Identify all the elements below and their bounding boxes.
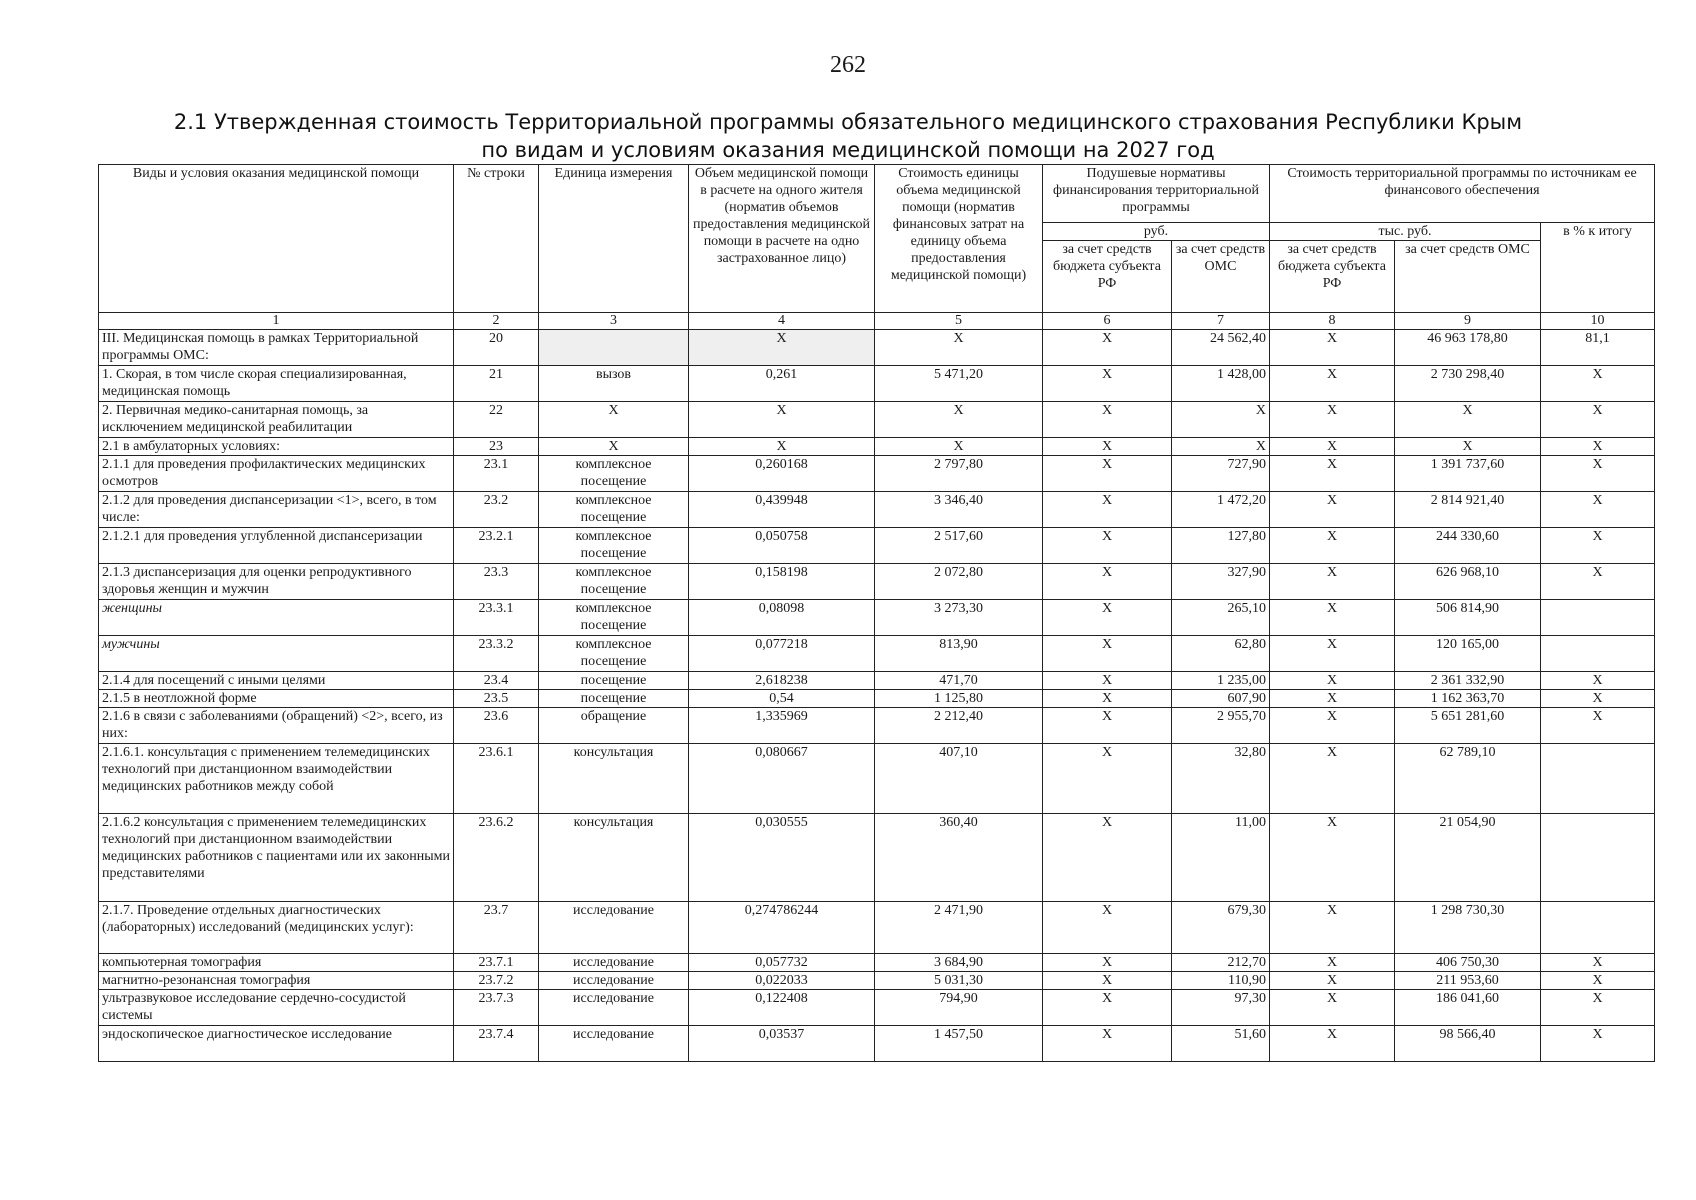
row-unit-cost: 813,90 [875, 636, 1043, 672]
header-budget-cost: за счет средств бюджета субъекта РФ [1270, 241, 1395, 313]
table-row [99, 438, 1655, 456]
row-label: 2.1.7. Проведение отдельных диагностических (лабораторных) исследований (медицинских услуг): [99, 902, 454, 954]
row-label: 2.1.1 для проведения профилактических медицинских осмотров [99, 456, 454, 492]
row-line-number: 23.7 [454, 902, 539, 954]
row-label: ультразвуковое исследование сердечно-сосудистой системы [99, 990, 454, 1026]
row-oms-cost: 120 165,00 [1395, 636, 1541, 672]
row-unit: X [539, 438, 689, 456]
row-unit-cost: 1 125,80 [875, 690, 1043, 708]
row-label: эндоскопическое диагностическое исследование [99, 1026, 454, 1062]
row-volume: 0,158198 [689, 564, 875, 600]
header-oms-cost: за счет средств ОМС [1395, 241, 1541, 313]
row-line-number: 23.6 [454, 708, 539, 744]
row-line-number: 23.6.2 [454, 814, 539, 902]
row-line-number: 20 [454, 330, 539, 366]
table-header [99, 165, 1655, 330]
row-oms-cost: 2 814 921,40 [1395, 492, 1541, 528]
row-unit: обращение [539, 708, 689, 744]
row-budget-norm: X [1043, 366, 1172, 402]
header-per-capita-norms: Подушевые нормативы финансирования территориальной программы [1043, 165, 1270, 223]
row-line-number: 23.2 [454, 492, 539, 528]
row-unit: комплексное посещение [539, 528, 689, 564]
row-volume: 0,080667 [689, 744, 875, 814]
row-oms-cost: X [1395, 402, 1541, 438]
row-unit: комплексное посещение [539, 636, 689, 672]
row-budget-cost: X [1270, 902, 1395, 954]
row-oms-norm: 24 562,40 [1172, 330, 1270, 366]
row-line-number: 23.7.2 [454, 972, 539, 990]
row-volume: 0,077218 [689, 636, 875, 672]
row-line-number: 21 [454, 366, 539, 402]
row-budget-norm: X [1043, 438, 1172, 456]
row-line-number: 23.3.1 [454, 600, 539, 636]
table-row [99, 972, 1655, 990]
row-volume: 2,618238 [689, 672, 875, 690]
row-volume: X [689, 438, 875, 456]
table-row [99, 636, 1655, 672]
row-volume: 0,057732 [689, 954, 875, 972]
row-pct-total: X [1541, 456, 1655, 492]
row-pct-total [1541, 744, 1655, 814]
row-unit: вызов [539, 366, 689, 402]
row-line-number: 23.6.1 [454, 744, 539, 814]
row-oms-norm: 32,80 [1172, 744, 1270, 814]
column-number: 8 [1270, 313, 1395, 330]
row-budget-cost: X [1270, 954, 1395, 972]
row-oms-norm: 127,80 [1172, 528, 1270, 564]
table-row [99, 690, 1655, 708]
row-unit-cost: 3 684,90 [875, 954, 1043, 972]
table-row [99, 744, 1655, 814]
cost-table [98, 164, 1655, 1062]
row-pct-total: X [1541, 528, 1655, 564]
row-budget-cost: X [1270, 744, 1395, 814]
row-unit: исследование [539, 990, 689, 1026]
row-volume: 0,54 [689, 690, 875, 708]
row-volume: 0,260168 [689, 456, 875, 492]
row-unit-cost: 407,10 [875, 744, 1043, 814]
row-oms-cost: X [1395, 438, 1541, 456]
row-volume: 0,03537 [689, 1026, 875, 1062]
header-budget-norm: за счет средств бюджета субъекта РФ [1043, 241, 1172, 313]
row-oms-cost: 1 391 737,60 [1395, 456, 1541, 492]
row-volume: 0,050758 [689, 528, 875, 564]
row-line-number: 23.7.4 [454, 1026, 539, 1062]
row-unit: комплексное посещение [539, 456, 689, 492]
row-oms-norm: 1 472,20 [1172, 492, 1270, 528]
row-pct-total: X [1541, 690, 1655, 708]
row-oms-norm: X [1172, 438, 1270, 456]
row-oms-norm: 727,90 [1172, 456, 1270, 492]
row-budget-norm: X [1043, 600, 1172, 636]
column-number: 2 [454, 313, 539, 330]
row-pct-total [1541, 600, 1655, 636]
row-unit-cost: 2 797,80 [875, 456, 1043, 492]
row-budget-cost: X [1270, 492, 1395, 528]
row-unit-cost: 2 072,80 [875, 564, 1043, 600]
row-label: мужчины [99, 636, 454, 672]
row-unit-cost: 2 212,40 [875, 708, 1043, 744]
row-budget-norm: X [1043, 902, 1172, 954]
table-row [99, 600, 1655, 636]
row-line-number: 23.4 [454, 672, 539, 690]
row-oms-cost: 98 566,40 [1395, 1026, 1541, 1062]
row-label: магнитно-резонансная томография [99, 972, 454, 990]
row-pct-total: X [1541, 1026, 1655, 1062]
row-budget-cost: X [1270, 438, 1395, 456]
row-volume: 0,030555 [689, 814, 875, 902]
header-line-number: № строки [454, 165, 539, 313]
table-row [99, 954, 1655, 972]
row-unit-cost: 5 031,30 [875, 972, 1043, 990]
row-unit: консультация [539, 744, 689, 814]
column-number: 4 [689, 313, 875, 330]
row-budget-norm: X [1043, 456, 1172, 492]
row-budget-cost: X [1270, 366, 1395, 402]
row-label: 2.1.2.1 для проведения углубленной диспансеризации [99, 528, 454, 564]
column-number: 9 [1395, 313, 1541, 330]
row-line-number: 23.3 [454, 564, 539, 600]
row-budget-norm: X [1043, 690, 1172, 708]
row-unit-cost: 794,90 [875, 990, 1043, 1026]
row-budget-norm: X [1043, 330, 1172, 366]
row-budget-cost: X [1270, 456, 1395, 492]
row-label: 2.1.5 в неотложной форме [99, 690, 454, 708]
row-pct-total: X [1541, 564, 1655, 600]
row-budget-cost: X [1270, 636, 1395, 672]
row-label: женщины [99, 600, 454, 636]
row-budget-norm: X [1043, 744, 1172, 814]
row-oms-cost: 1 298 730,30 [1395, 902, 1541, 954]
row-pct-total: X [1541, 672, 1655, 690]
header-program-cost: Стоимость территориальной программы по источникам ее финансового обеспечения [1270, 165, 1655, 223]
row-pct-total: X [1541, 708, 1655, 744]
row-budget-norm: X [1043, 972, 1172, 990]
row-oms-norm: 97,30 [1172, 990, 1270, 1026]
row-pct-total: X [1541, 366, 1655, 402]
document-title-line-1: 2.1 Утвержденная стоимость Территориальной программы обязательного медицинского страхования Республики Крым [173, 110, 1523, 134]
row-budget-cost: X [1270, 402, 1395, 438]
header-services: Виды и условия оказания медицинской помощи [99, 165, 454, 313]
row-unit-cost: 2 471,90 [875, 902, 1043, 954]
row-budget-norm: X [1043, 636, 1172, 672]
row-oms-cost: 211 953,60 [1395, 972, 1541, 990]
row-volume: X [689, 402, 875, 438]
row-budget-cost: X [1270, 690, 1395, 708]
row-oms-norm: 11,00 [1172, 814, 1270, 902]
row-oms-cost: 5 651 281,60 [1395, 708, 1541, 744]
row-line-number: 23.7.1 [454, 954, 539, 972]
column-number: 1 [99, 313, 454, 330]
row-budget-norm: X [1043, 528, 1172, 564]
table-row [99, 366, 1655, 402]
row-pct-total: X [1541, 438, 1655, 456]
table-body [99, 330, 1655, 1062]
table-row [99, 672, 1655, 690]
row-oms-cost: 2 730 298,40 [1395, 366, 1541, 402]
row-budget-norm: X [1043, 1026, 1172, 1062]
row-volume: 0,08098 [689, 600, 875, 636]
document-title-line-2: по видам и условиям оказания медицинской помощи на 2027 год [481, 138, 1215, 162]
row-unit: посещение [539, 690, 689, 708]
row-line-number: 23.3.2 [454, 636, 539, 672]
row-budget-cost: X [1270, 814, 1395, 902]
row-pct-total: 81,1 [1541, 330, 1655, 366]
row-unit-cost: 3 273,30 [875, 600, 1043, 636]
row-pct-total [1541, 636, 1655, 672]
row-unit-cost: 471,70 [875, 672, 1043, 690]
row-oms-cost: 506 814,90 [1395, 600, 1541, 636]
column-number: 10 [1541, 313, 1655, 330]
row-oms-norm: 265,10 [1172, 600, 1270, 636]
row-budget-cost: X [1270, 1026, 1395, 1062]
page-number: 262 [830, 52, 866, 78]
row-budget-cost: X [1270, 672, 1395, 690]
row-oms-norm: 1 428,00 [1172, 366, 1270, 402]
row-line-number: 23 [454, 438, 539, 456]
row-oms-cost: 2 361 332,90 [1395, 672, 1541, 690]
header-unit-cost: Стоимость единицы объема медицинской помощи (норматив финансовых затрат на единицу объема предоставления медицинской помощи) [875, 165, 1043, 313]
header-volume: Объем медицинской помощи в расчете на одного жителя (норматив объемов предоставления медицинской помощи в расчете на одно застрахованное лицо) [689, 165, 875, 313]
row-oms-cost: 62 789,10 [1395, 744, 1541, 814]
row-budget-cost: X [1270, 600, 1395, 636]
row-line-number: 22 [454, 402, 539, 438]
row-volume: 0,122408 [689, 990, 875, 1026]
row-unit-cost: 3 346,40 [875, 492, 1043, 528]
row-label: 2.1.6 в связи с заболеваниями (обращений) <2>, всего, из них: [99, 708, 454, 744]
row-pct-total [1541, 814, 1655, 902]
row-oms-cost: 244 330,60 [1395, 528, 1541, 564]
row-pct-total: X [1541, 990, 1655, 1026]
row-budget-cost: X [1270, 528, 1395, 564]
row-oms-norm: 1 235,00 [1172, 672, 1270, 690]
row-label: 2.1.6.2 консультация с применением телемедицинских технологий при дистанционном взаимодействии медицинских работников с пациентами или их законными представителями [99, 814, 454, 902]
row-unit-cost: X [875, 402, 1043, 438]
row-unit: исследование [539, 1026, 689, 1062]
row-oms-norm: 212,70 [1172, 954, 1270, 972]
row-oms-norm: 327,90 [1172, 564, 1270, 600]
row-unit: исследование [539, 954, 689, 972]
row-oms-norm: X [1172, 402, 1270, 438]
row-unit-cost: X [875, 438, 1043, 456]
row-unit-cost: X [875, 330, 1043, 366]
column-number: 3 [539, 313, 689, 330]
row-unit: комплексное посещение [539, 564, 689, 600]
row-line-number: 23.1 [454, 456, 539, 492]
row-pct-total: X [1541, 972, 1655, 990]
row-unit-cost: 1 457,50 [875, 1026, 1043, 1062]
row-label: 2. Первичная медико-санитарная помощь, за исключением медицинской реабилитации [99, 402, 454, 438]
row-label: 2.1.4 для посещений с иными целями [99, 672, 454, 690]
row-oms-norm: 51,60 [1172, 1026, 1270, 1062]
column-number: 7 [1172, 313, 1270, 330]
row-volume: 1,335969 [689, 708, 875, 744]
table-row [99, 564, 1655, 600]
row-budget-norm: X [1043, 492, 1172, 528]
row-label: 1. Скорая, в том числе скорая специализированная, медицинская помощь [99, 366, 454, 402]
row-unit: исследование [539, 972, 689, 990]
row-label: III. Медицинская помощь в рамках Территориальной программы ОМС: [99, 330, 454, 366]
row-volume: 0,022033 [689, 972, 875, 990]
row-pct-total: X [1541, 402, 1655, 438]
table-row [99, 990, 1655, 1026]
row-budget-cost: X [1270, 972, 1395, 990]
row-volume: X [689, 330, 875, 366]
row-line-number: 23.2.1 [454, 528, 539, 564]
row-label: 2.1 в амбулаторных условиях: [99, 438, 454, 456]
row-volume: 0,261 [689, 366, 875, 402]
row-pct-total [1541, 902, 1655, 954]
row-volume: 0,274786244 [689, 902, 875, 954]
row-oms-cost: 626 968,10 [1395, 564, 1541, 600]
header-pct-total: в % к итогу [1541, 223, 1655, 313]
table-row [99, 902, 1655, 954]
row-unit: комплексное посещение [539, 600, 689, 636]
row-label: 2.1.6.1. консультация с применением телемедицинских технологий при дистанционном взаимодействии медицинских работников между собой [99, 744, 454, 814]
row-oms-norm: 110,90 [1172, 972, 1270, 990]
table-row [99, 330, 1655, 366]
row-budget-norm: X [1043, 814, 1172, 902]
row-unit: X [539, 402, 689, 438]
row-unit-cost: 360,40 [875, 814, 1043, 902]
table-row [99, 492, 1655, 528]
header-unit-thous-rub: тыс. руб. [1270, 223, 1541, 241]
row-budget-norm: X [1043, 564, 1172, 600]
row-budget-norm: X [1043, 708, 1172, 744]
row-oms-cost: 406 750,30 [1395, 954, 1541, 972]
row-pct-total: X [1541, 954, 1655, 972]
table-row [99, 708, 1655, 744]
row-oms-cost: 46 963 178,80 [1395, 330, 1541, 366]
row-volume: 0,439948 [689, 492, 875, 528]
row-unit: посещение [539, 672, 689, 690]
column-number-row [99, 313, 1655, 330]
row-line-number: 23.7.3 [454, 990, 539, 1026]
header-oms-norm: за счет средств ОМС [1172, 241, 1270, 313]
header-unit: Единица измерения [539, 165, 689, 313]
table-row [99, 814, 1655, 902]
row-oms-cost: 186 041,60 [1395, 990, 1541, 1026]
row-budget-cost: X [1270, 564, 1395, 600]
row-oms-norm: 607,90 [1172, 690, 1270, 708]
row-budget-cost: X [1270, 330, 1395, 366]
row-label: 2.1.2 для проведения диспансеризации <1>, всего, в том числе: [99, 492, 454, 528]
row-oms-cost: 21 054,90 [1395, 814, 1541, 902]
row-oms-norm: 2 955,70 [1172, 708, 1270, 744]
column-number: 6 [1043, 313, 1172, 330]
row-unit [539, 330, 689, 366]
row-oms-norm: 679,30 [1172, 902, 1270, 954]
row-budget-norm: X [1043, 672, 1172, 690]
header-unit-rub: руб. [1043, 223, 1270, 241]
row-oms-norm: 62,80 [1172, 636, 1270, 672]
row-unit-cost: 2 517,60 [875, 528, 1043, 564]
row-budget-cost: X [1270, 708, 1395, 744]
row-unit: комплексное посещение [539, 492, 689, 528]
row-budget-cost: X [1270, 990, 1395, 1026]
row-budget-norm: X [1043, 990, 1172, 1026]
row-budget-norm: X [1043, 954, 1172, 972]
row-unit-cost: 5 471,20 [875, 366, 1043, 402]
row-line-number: 23.5 [454, 690, 539, 708]
table-row [99, 456, 1655, 492]
row-oms-cost: 1 162 363,70 [1395, 690, 1541, 708]
row-label: 2.1.3 диспансеризация для оценки репродуктивного здоровья женщин и мужчин [99, 564, 454, 600]
table-row [99, 1026, 1655, 1062]
row-unit: исследование [539, 902, 689, 954]
row-label: компьютерная томография [99, 954, 454, 972]
table-row [99, 402, 1655, 438]
row-pct-total: X [1541, 492, 1655, 528]
column-number: 5 [875, 313, 1043, 330]
row-budget-norm: X [1043, 402, 1172, 438]
table-row [99, 528, 1655, 564]
row-unit: консультация [539, 814, 689, 902]
